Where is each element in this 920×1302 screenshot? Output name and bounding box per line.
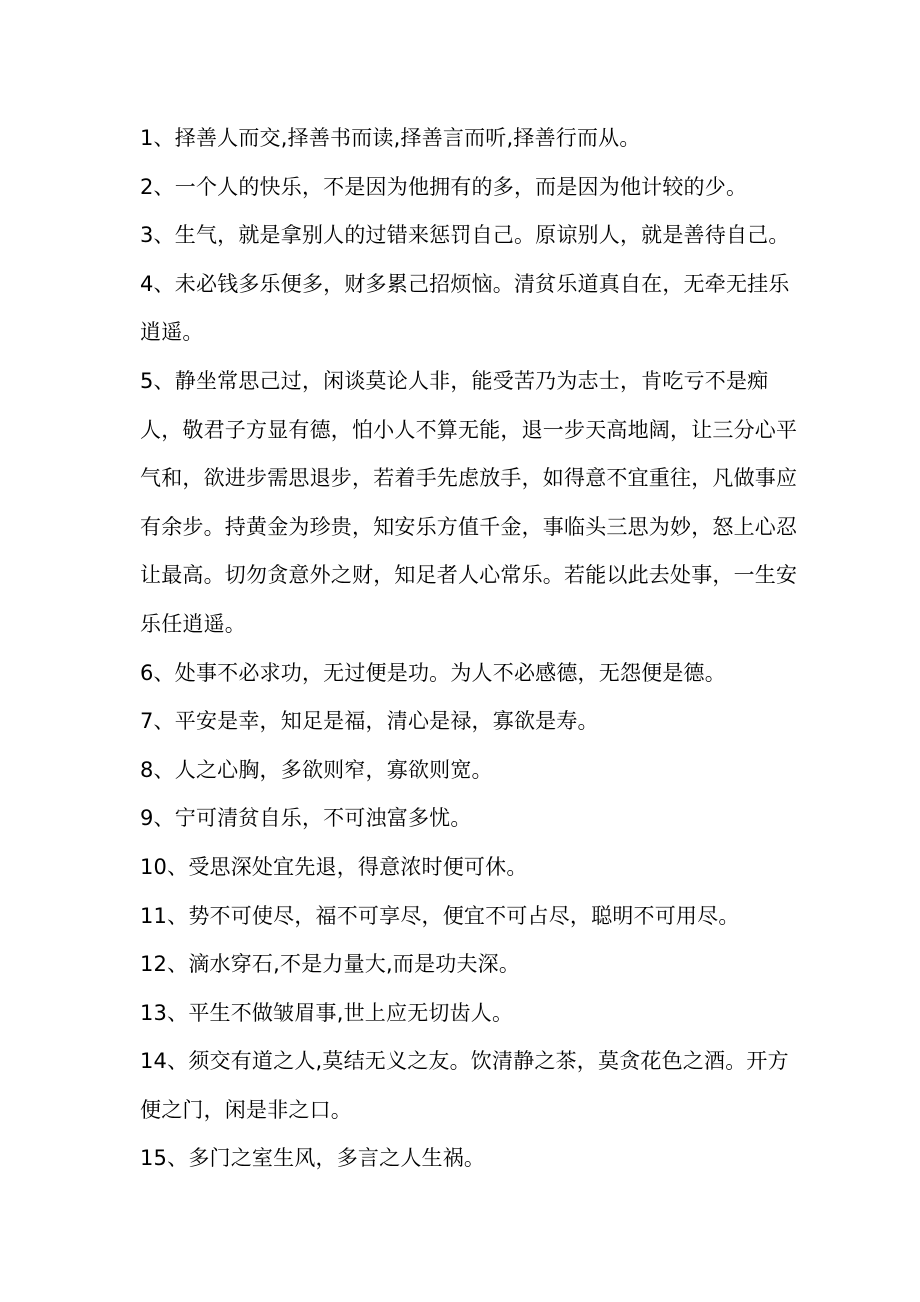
list-item-12: 12、滴水穿石,不是力量大,而是功夫深。 <box>140 952 521 977</box>
list-item-8: 8、人之心胸，多欲则窄，寡欲则宽。 <box>140 757 493 782</box>
list-item-9: 9、宁可清贫自乐，不可浊富多忧。 <box>140 806 472 831</box>
list-item-6: 6、处事不必求功，无过便是功。为人不必感德，无怨便是德。 <box>140 660 726 685</box>
document-body <box>140 114 802 1183</box>
list-item-13: 13、平生不做皱眉事,世上应无切齿人。 <box>140 1000 514 1025</box>
list-item-11: 11、势不可使尽，福不可享尽，便宜不可占尽，聪明不可用尽。 <box>140 903 740 928</box>
list-item-14: 14、须交有道之人,莫结无义之友。饮清静之茶，莫贪花色之酒。开方便之门，闲是非之口。 <box>140 1049 789 1122</box>
list-item-7: 7、平安是幸，知足是福，清心是禄，寡欲是寿。 <box>140 709 599 734</box>
list-item-4: 4、未必钱多乐便多，财多累己招烦恼。清贫乐道真自在，无牵无挂乐逍遥。 <box>140 271 790 345</box>
list-item-3: 3、生气，就是拿别人的过错来惩罚自己。原谅别人，就是善待自己。 <box>140 223 790 248</box>
list-item-5: 5、静坐常思己过，闲谈莫论人非，能受苦乃为志士，肯吃亏不是痴人，敬君子方显有德，怕小人不算无能，退一步天高地阔，让三分心平气和，欲进步需思退步，若着手先虑放手，如得意不宜重往，凡做事应有余步。持黄金为珍贵，知安乐方值千金，事临头三思为妙，怒上心忍让最高。切勿贪意外之财，知足者人心常乐。若能以此去处事，一生安乐任逍遥。 <box>140 368 798 636</box>
list-item-2: 2、一个人的快乐，不是因为他拥有的多，而是因为他计较的少。 <box>140 174 748 199</box>
list-item-10: 10、受思深处宜先退，得意浓时便可休。 <box>140 854 528 879</box>
list-item-15: 15、多门之室生风，多言之人生祸。 <box>140 1146 486 1171</box>
list-item-1: 1、择善人而交,择善书而读,择善言而听,择善行而从。 <box>140 126 641 150</box>
